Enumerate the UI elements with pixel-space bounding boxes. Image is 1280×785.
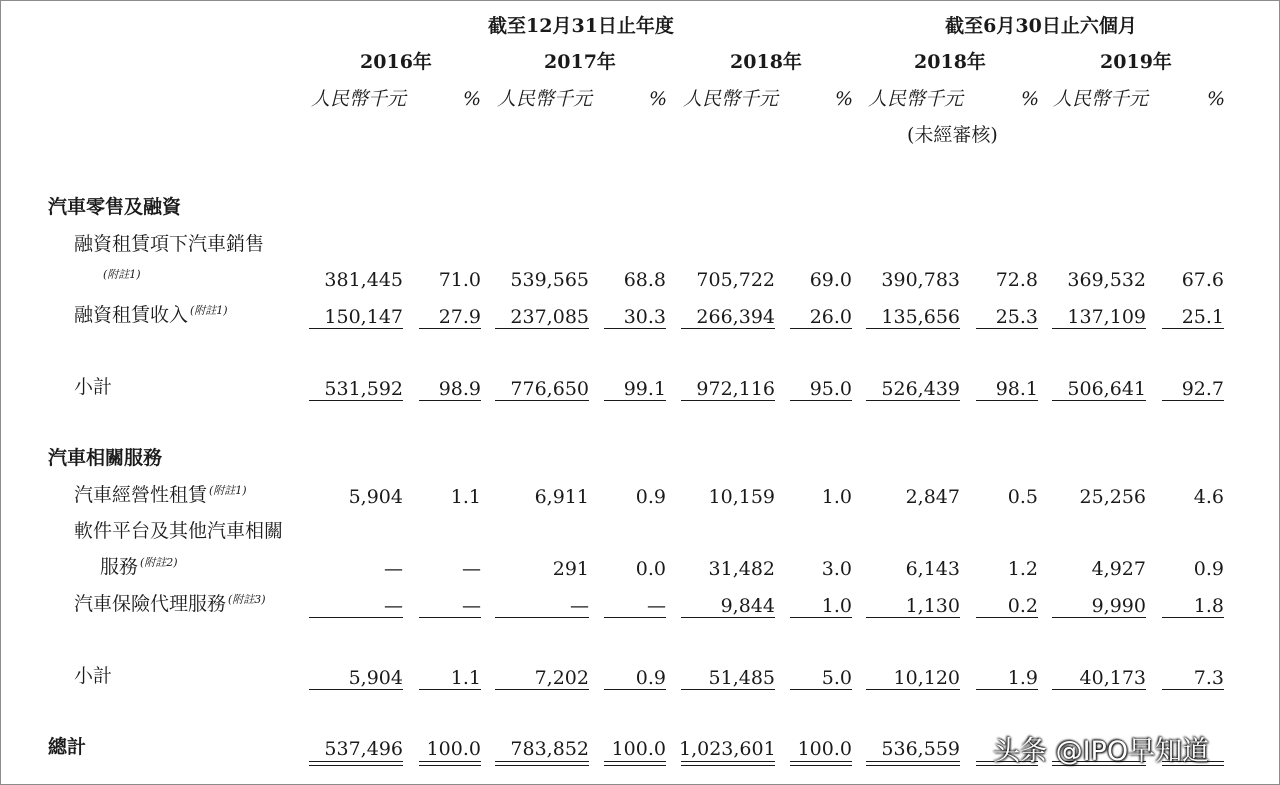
underline <box>604 617 666 618</box>
double-underline <box>495 761 589 762</box>
table-cell: — <box>462 595 481 617</box>
underline <box>495 328 589 329</box>
underline <box>1052 617 1146 618</box>
table-cell: 150,147 <box>324 306 403 328</box>
total-label: 總計 <box>48 736 87 758</box>
table-cell: 99.1 <box>623 378 666 400</box>
underline <box>1052 689 1146 690</box>
table-cell: 0.9 <box>635 486 666 508</box>
underline <box>495 617 589 618</box>
unaudited-label: (未經審核) <box>907 124 998 146</box>
table-cell: 537,496 <box>324 738 403 760</box>
table-cell: 6,911 <box>534 486 589 508</box>
double-underline <box>419 765 481 766</box>
table-cell: 95.0 <box>809 378 852 400</box>
table-cell: — <box>462 558 481 580</box>
table-cell: 9,990 <box>1091 595 1146 617</box>
table-cell: 1.1 <box>450 486 481 508</box>
header-group-halfyear: 截至6月30日止六個月 <box>945 15 1137 37</box>
year-header-2018-h1: 2018年 <box>914 51 986 73</box>
table-cell: — <box>384 595 403 617</box>
underline <box>419 689 481 690</box>
header-group-year: 截至12月31日止年度 <box>488 15 674 37</box>
table-cell: 7.3 <box>1193 667 1224 689</box>
underline <box>866 689 960 690</box>
footnote-ref: (附註2) <box>140 556 178 569</box>
underline <box>681 328 775 329</box>
footnote-ref: (附註3) <box>228 593 266 606</box>
table-cell: 1,130 <box>905 595 960 617</box>
table-cell: 26.0 <box>809 306 852 328</box>
double-underline <box>790 765 852 766</box>
row-label-operating-lease: 汽車經營性租賃 <box>74 484 208 506</box>
table-cell: 506,641 <box>1067 378 1146 400</box>
pct-header: % <box>648 88 667 110</box>
table-cell: 25.1 <box>1181 306 1224 328</box>
table-cell: — <box>384 558 403 580</box>
table-cell: 4.6 <box>1193 486 1224 508</box>
row-label-software-platform: 軟件平台及其他汽車相關 <box>74 520 284 542</box>
table-cell: 3.0 <box>821 558 852 580</box>
table-cell: — <box>647 595 666 617</box>
underline <box>604 328 666 329</box>
table-cell: 783,852 <box>510 738 589 760</box>
table-cell: 6,143 <box>905 558 960 580</box>
double-underline <box>790 761 852 762</box>
table-cell: 10,120 <box>893 667 960 689</box>
currency-header: 人民幣千元 <box>683 88 779 110</box>
underline <box>790 617 852 618</box>
table-cell: 31,482 <box>708 558 775 580</box>
row-label-insurance-agency: 汽車保險代理服務 <box>74 593 227 615</box>
table-cell: 1.2 <box>1007 558 1038 580</box>
underline <box>495 689 589 690</box>
table-cell: 98.9 <box>438 378 481 400</box>
underline <box>495 400 589 401</box>
table-cell: 25.3 <box>995 306 1038 328</box>
underline <box>790 689 852 690</box>
table-cell: 705,722 <box>696 269 775 291</box>
double-underline <box>309 765 403 766</box>
underline <box>1052 328 1146 329</box>
table-cell: 4,927 <box>1091 558 1146 580</box>
table-cell: 51,485 <box>708 667 775 689</box>
underline <box>976 328 1038 329</box>
table-cell: 5,904 <box>348 486 403 508</box>
table-cell: 30.3 <box>623 306 666 328</box>
double-underline <box>419 761 481 762</box>
table-cell: 1.1 <box>450 667 481 689</box>
footnote-ref: (附註1) <box>209 484 247 497</box>
currency-header: 人民幣千元 <box>868 88 964 110</box>
table-cell: 381,445 <box>324 269 403 291</box>
underline <box>309 328 403 329</box>
pct-header: % <box>1020 88 1039 110</box>
underline <box>681 689 775 690</box>
table-cell: 0.9 <box>635 667 666 689</box>
section-title-services: 汽車相關服務 <box>48 447 163 469</box>
footnote-ref: (附註1) <box>103 268 141 281</box>
table-cell: 291 <box>552 558 589 580</box>
table-cell: 7,202 <box>534 667 589 689</box>
underline <box>866 328 960 329</box>
underline <box>1162 400 1224 401</box>
table-cell: 135,656 <box>881 306 960 328</box>
underline <box>866 617 960 618</box>
table-cell: 369,532 <box>1067 269 1146 291</box>
table-cell: 1.9 <box>1007 667 1038 689</box>
row-label-software-platform-cont: 服務 <box>100 556 139 578</box>
watermark: 头条 @IPO早知道 <box>993 736 1210 767</box>
subtotal-label-services: 小計 <box>74 665 113 687</box>
table-cell: 237,085 <box>510 306 589 328</box>
double-underline <box>495 765 589 766</box>
underline <box>866 400 960 401</box>
underline <box>419 328 481 329</box>
underline <box>1162 617 1224 618</box>
table-cell: 526,439 <box>881 378 960 400</box>
underline <box>604 689 666 690</box>
underline <box>681 617 775 618</box>
underline <box>976 617 1038 618</box>
pct-header: % <box>834 88 853 110</box>
underline <box>976 689 1038 690</box>
table-cell: 972,116 <box>696 378 775 400</box>
table-cell: 71.0 <box>438 269 481 291</box>
table-cell: 531,592 <box>324 378 403 400</box>
double-underline <box>681 761 775 762</box>
year-header-2019-h1: 2019年 <box>1100 51 1172 73</box>
underline <box>681 400 775 401</box>
table-cell: 27.9 <box>438 306 481 328</box>
table-cell: 137,109 <box>1067 306 1146 328</box>
year-header-2018: 2018年 <box>730 51 802 73</box>
table-cell: 0.0 <box>635 558 666 580</box>
underline <box>790 400 852 401</box>
underline <box>1162 328 1224 329</box>
table-cell: 1.0 <box>821 486 852 508</box>
row-label-finance-lease-income: 融資租賃收入 <box>74 304 189 326</box>
table-cell: 10,159 <box>708 486 775 508</box>
table-cell: 390,783 <box>881 269 960 291</box>
table-cell: 1,023,601 <box>679 738 776 760</box>
double-underline <box>866 761 960 762</box>
pct-header: % <box>462 88 481 110</box>
double-underline <box>866 765 960 766</box>
underline <box>309 617 403 618</box>
double-underline <box>681 765 775 766</box>
table-cell: 100.0 <box>426 738 481 760</box>
table-cell: 100.0 <box>611 738 666 760</box>
table-cell: 5,904 <box>348 667 403 689</box>
table-cell: 40,173 <box>1079 667 1146 689</box>
table-cell: 72.8 <box>995 269 1038 291</box>
table-cell: 67.6 <box>1181 269 1224 291</box>
table-cell: 2,847 <box>905 486 960 508</box>
underline <box>976 400 1038 401</box>
table-cell: 539,565 <box>510 269 589 291</box>
currency-header: 人民幣千元 <box>311 88 407 110</box>
underline <box>419 617 481 618</box>
table-cell: 1.8 <box>1193 595 1224 617</box>
underline <box>309 400 403 401</box>
table-cell: 266,394 <box>696 306 775 328</box>
table-cell: 9,844 <box>720 595 775 617</box>
pct-header: % <box>1206 88 1225 110</box>
double-underline <box>604 765 666 766</box>
subtotal-label-retail: 小計 <box>74 376 113 398</box>
currency-header: 人民幣千元 <box>1053 88 1149 110</box>
underline <box>790 328 852 329</box>
section-title-retail: 汽車零售及融資 <box>48 196 182 218</box>
footnote-ref: (附註1) <box>190 304 228 317</box>
table-cell: 100.0 <box>797 738 852 760</box>
table-cell: 69.0 <box>809 269 852 291</box>
double-underline <box>604 761 666 762</box>
currency-header: 人民幣千元 <box>497 88 593 110</box>
table-cell: 98.1 <box>995 378 1038 400</box>
table-cell: 92.7 <box>1181 378 1224 400</box>
underline <box>309 689 403 690</box>
table-cell: 68.8 <box>623 269 666 291</box>
underline <box>1162 689 1224 690</box>
underline <box>419 400 481 401</box>
year-header-2016: 2016年 <box>360 51 432 73</box>
row-label-finance-lease-sales: 融資租賃項下汽車銷售 <box>74 233 265 255</box>
table-cell: — <box>570 595 589 617</box>
underline <box>604 400 666 401</box>
table-cell: 536,559 <box>881 738 960 760</box>
table-cell: 25,256 <box>1079 486 1146 508</box>
table-cell: 0.9 <box>1193 558 1224 580</box>
table-cell: 5.0 <box>821 667 852 689</box>
table-cell: 0.2 <box>1007 595 1038 617</box>
double-underline <box>309 761 403 762</box>
table-cell: 776,650 <box>510 378 589 400</box>
table-cell: 0.5 <box>1007 486 1038 508</box>
table-cell: 1.0 <box>821 595 852 617</box>
underline <box>1052 400 1146 401</box>
year-header-2017: 2017年 <box>544 51 616 73</box>
